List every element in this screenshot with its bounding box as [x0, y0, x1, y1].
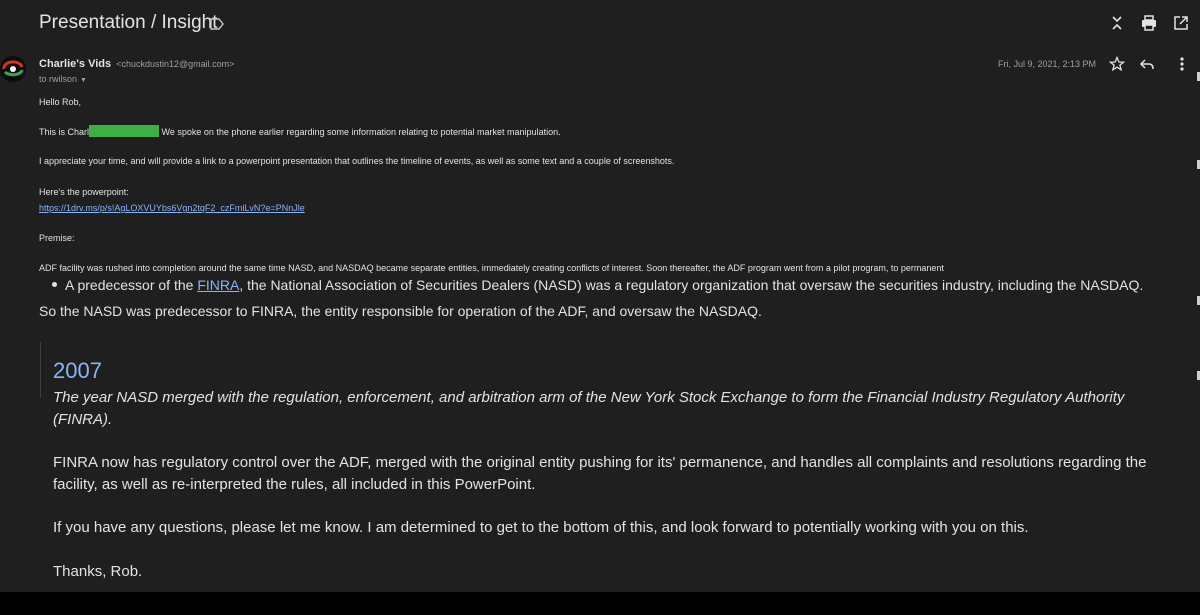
recipient-text: to rwilson	[39, 74, 78, 84]
intro-line	[39, 125, 561, 137]
list-item	[52, 277, 1143, 293]
open-new-window-icon[interactable]	[1172, 14, 1190, 32]
recipient-line[interactable]	[39, 74, 87, 84]
collapse-icon[interactable]	[1108, 14, 1126, 32]
powerpoint-link[interactable]: https://1drv.ms/p/s!AgLOXVUYbs6Vgn2tqF2_czFmlLvN?e=PNnJle	[39, 203, 305, 213]
bottom-strip	[0, 592, 1200, 615]
powerpoint-link-wrap	[39, 203, 305, 213]
print-icon[interactable]	[1140, 14, 1158, 32]
intro-rest: We spoke on the phone earlier regarding some information relating to potential market manipulation.	[159, 127, 561, 137]
appreciation-line: I appreciate your time, and will provide a link to a powerpoint presentation that outlines the timeline of events, as well as some text and a couple of screenshots.	[39, 156, 675, 166]
email-date: Fri, Jul 9, 2021, 2:13 PM	[998, 59, 1097, 69]
greeting: Hello Rob,	[39, 97, 82, 107]
sender-name[interactable]: Charlie's Vids	[39, 58, 112, 70]
sender-line	[39, 58, 234, 70]
bullet-rest: , the National Association of Securities Dealers (NASD) was a regulatory organization that oversaw the securities industry, including the NASDAQ.	[239, 277, 1144, 293]
subject-bar	[0, 0, 1200, 46]
reply-icon[interactable]	[1139, 56, 1155, 72]
star-icon[interactable]	[1109, 56, 1125, 72]
more-vert-icon[interactable]	[1174, 56, 1190, 72]
finra-link[interactable]: FINRA	[197, 277, 240, 293]
intro-start: This is Charl	[39, 127, 90, 137]
closing: Thanks, Rob.	[53, 563, 143, 580]
quote-bar	[40, 342, 41, 398]
nasd-line: So the NASD was predecessor to FINRA, the entity responsible for operation of the ADF, and oversaw the NASDAQ.	[39, 303, 762, 319]
premise-label: Premise:	[39, 233, 75, 243]
year-description: The year NASD merged with the regulation, enforcement, and arbitration arm of the New York Stock Exchange to form the Financial Industry Regulatory Authority (FINRA).	[53, 389, 1125, 428]
adf-line: ADF facility was rushed into completion around the same time NASD, and NASDAQ became separate entities, immediately creating conflicts of interest. Soon thereafter, the ADF program went from a pilot program, to permanent	[39, 263, 944, 273]
finra-paragraph: FINRA now has regulatory control over the ADF, merged with the original entity pushing for its' permanence, and handles all complaints and resolutions regarding the facility, as well as re-interpreted the rules, all included in this PowerPoint.	[53, 454, 1147, 493]
redaction-block	[89, 125, 159, 137]
bullet-start: A predecessor of the	[65, 277, 198, 293]
questions-paragraph: If you have any questions, please let me know. I am determined to get to the bottom of this, and look forward to potentially working with you on this.	[53, 519, 1029, 536]
caret-down-icon[interactable]: ▼	[80, 77, 87, 84]
powerpoint-label: Here's the powerpoint:	[39, 187, 129, 197]
bullet-dot	[52, 282, 57, 287]
label-icon[interactable]	[210, 17, 224, 29]
email-subject: Presentation / Insight	[39, 12, 218, 33]
year-heading: 2007	[53, 358, 102, 383]
sender-email: <chuckdustin12@gmail.com>	[116, 59, 235, 69]
avatar[interactable]	[0, 56, 26, 82]
